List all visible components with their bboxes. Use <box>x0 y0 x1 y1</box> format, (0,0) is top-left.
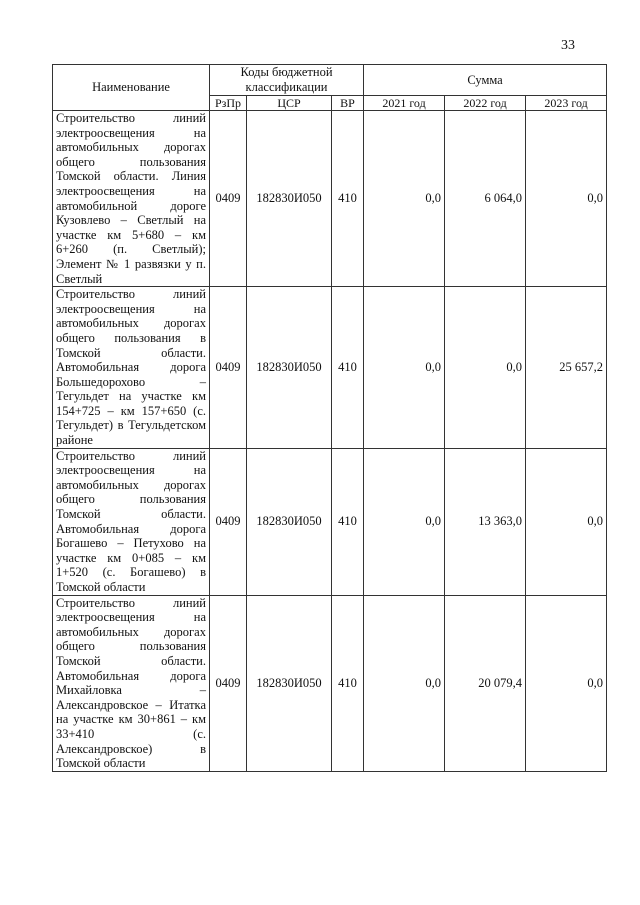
header-year-2021: 2021 год <box>364 96 445 111</box>
row-2022: 6 064,0 <box>445 111 526 287</box>
row-vr: 410 <box>332 595 364 771</box>
row-2023: 0,0 <box>526 111 607 287</box>
row-name: Строительство линий электроосвещения на автомобильных дорогах общего пользования Томской области. Автомобильная дорога Михайловка – Александровское – Итатка на участке км 30+861 – км 33+410 (с. Александровское) в Томской области <box>53 595 210 771</box>
row-rzpr: 0409 <box>210 595 247 771</box>
row-csr: 182830И050 <box>247 448 332 595</box>
row-2023: 0,0 <box>526 595 607 771</box>
row-2022: 20 079,4 <box>445 595 526 771</box>
table-row <box>53 111 607 287</box>
header-row <box>53 65 607 96</box>
row-2022: 0,0 <box>445 287 526 449</box>
header-csr: ЦСР <box>247 96 332 111</box>
row-2022: 13 363,0 <box>445 448 526 595</box>
row-vr: 410 <box>332 448 364 595</box>
page-number: 33 <box>561 38 575 53</box>
table-row <box>53 595 607 771</box>
row-2023: 25 657,2 <box>526 287 607 449</box>
row-csr: 182830И050 <box>247 595 332 771</box>
header-year-2023: 2023 год <box>526 96 607 111</box>
row-name: Строительство линий электроосвещения на автомобильных дорогах общего пользования в Томской области. Автомобильная дорога Большедорохово – Тегульдет на участке км 154+725 – км 157+650 (с. Тегульдет) в Тегульдетском районе <box>53 287 210 449</box>
row-name: Строительство линий электроосвещения на автомобильных дорогах общего пользования Томской области. Автомобильная дорога Богашево – Петухово на участке км 0+085 – км 1+520 (с. Богашево) в Томской области <box>53 448 210 595</box>
header-year-2022: 2022 год <box>445 96 526 111</box>
row-vr: 410 <box>332 111 364 287</box>
row-2021: 0,0 <box>364 595 445 771</box>
row-rzpr: 0409 <box>210 287 247 449</box>
row-2021: 0,0 <box>364 448 445 595</box>
header-rzpr: РзПр <box>210 96 247 111</box>
row-rzpr: 0409 <box>210 448 247 595</box>
row-vr: 410 <box>332 287 364 449</box>
header-name: Наименование <box>53 65 210 111</box>
header-vr: ВР <box>332 96 364 111</box>
row-2023: 0,0 <box>526 448 607 595</box>
table-row <box>53 287 607 449</box>
row-csr: 182830И050 <box>247 111 332 287</box>
row-2021: 0,0 <box>364 111 445 287</box>
row-csr: 182830И050 <box>247 287 332 449</box>
budget-table <box>52 64 607 772</box>
header-codes: Коды бюджетной классификации <box>210 65 364 96</box>
row-name: Строительство линий электроосвещения на автомобильных дорогах общего пользования Томской области. Линия электроосвещения на автомобильной дороге Кузовлево – Светлый на участке км 5+680 – км 6+260 (п. Светлый); Элемент № 1 развязки у п. Светлый <box>53 111 210 287</box>
table-row <box>53 448 607 595</box>
row-rzpr: 0409 <box>210 111 247 287</box>
header-sum: Сумма <box>364 65 607 96</box>
row-2021: 0,0 <box>364 287 445 449</box>
